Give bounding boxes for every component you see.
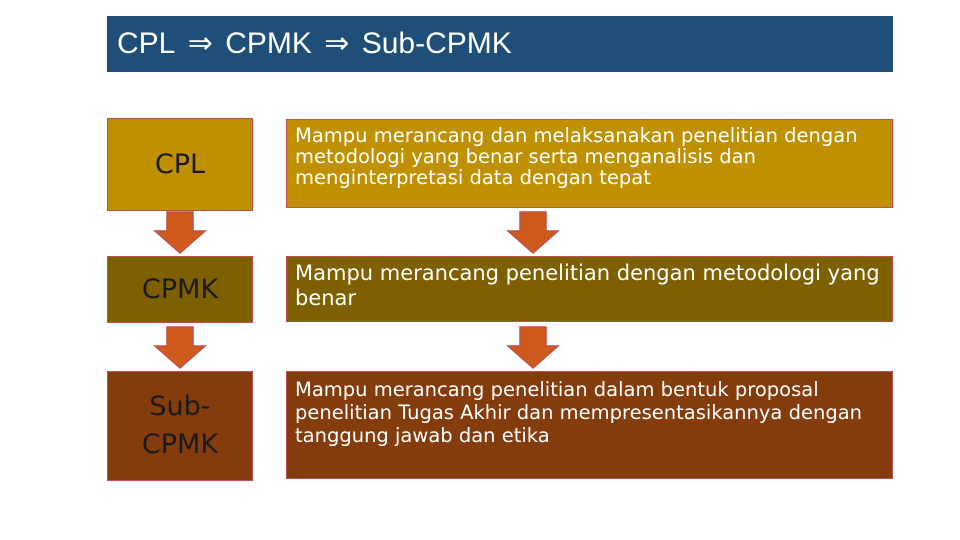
label-cpmk: CPMK xyxy=(141,273,219,305)
label-box-cpl xyxy=(107,118,253,211)
down-arrow-right-1 xyxy=(505,211,561,254)
down-arrow-left-1 xyxy=(152,211,208,254)
description-cpl: Mampu merancang dan melaksanakan penelitian dengan metodologi yang benar serta menganalisis dan menginterpretasi data dengan tepat xyxy=(295,124,858,189)
title-bar xyxy=(107,16,893,72)
title-sub-cpmk: Sub-CPMK xyxy=(361,27,512,60)
title-text xyxy=(117,16,512,72)
description-box-sub-cpmk xyxy=(286,371,893,479)
down-arrow-right-2 xyxy=(505,326,561,369)
label-box-cpmk xyxy=(107,256,253,323)
label-sub-cpmk: Sub- CPMK xyxy=(141,391,219,460)
label-cpl: CPL xyxy=(154,148,206,180)
description-cpmk: Mampu merancang penelitian dengan metodologi yang benar xyxy=(295,261,880,310)
label-box-sub-cpmk xyxy=(107,371,253,481)
description-box-cpmk xyxy=(286,256,893,322)
title-cpl: CPL xyxy=(117,27,176,60)
description-sub-cpmk: Mampu merancang penelitian dalam bentuk proposal penelitian Tugas Akhir dan mempresentasikannya dengan tanggung jawab dan etika xyxy=(295,378,863,447)
title-arrow-1: ⇒ xyxy=(187,27,213,60)
title-cpmk: CPMK xyxy=(225,27,312,60)
description-box-cpl xyxy=(286,119,893,208)
title-arrow-2: ⇒ xyxy=(324,27,350,60)
down-arrow-left-2 xyxy=(152,326,208,369)
